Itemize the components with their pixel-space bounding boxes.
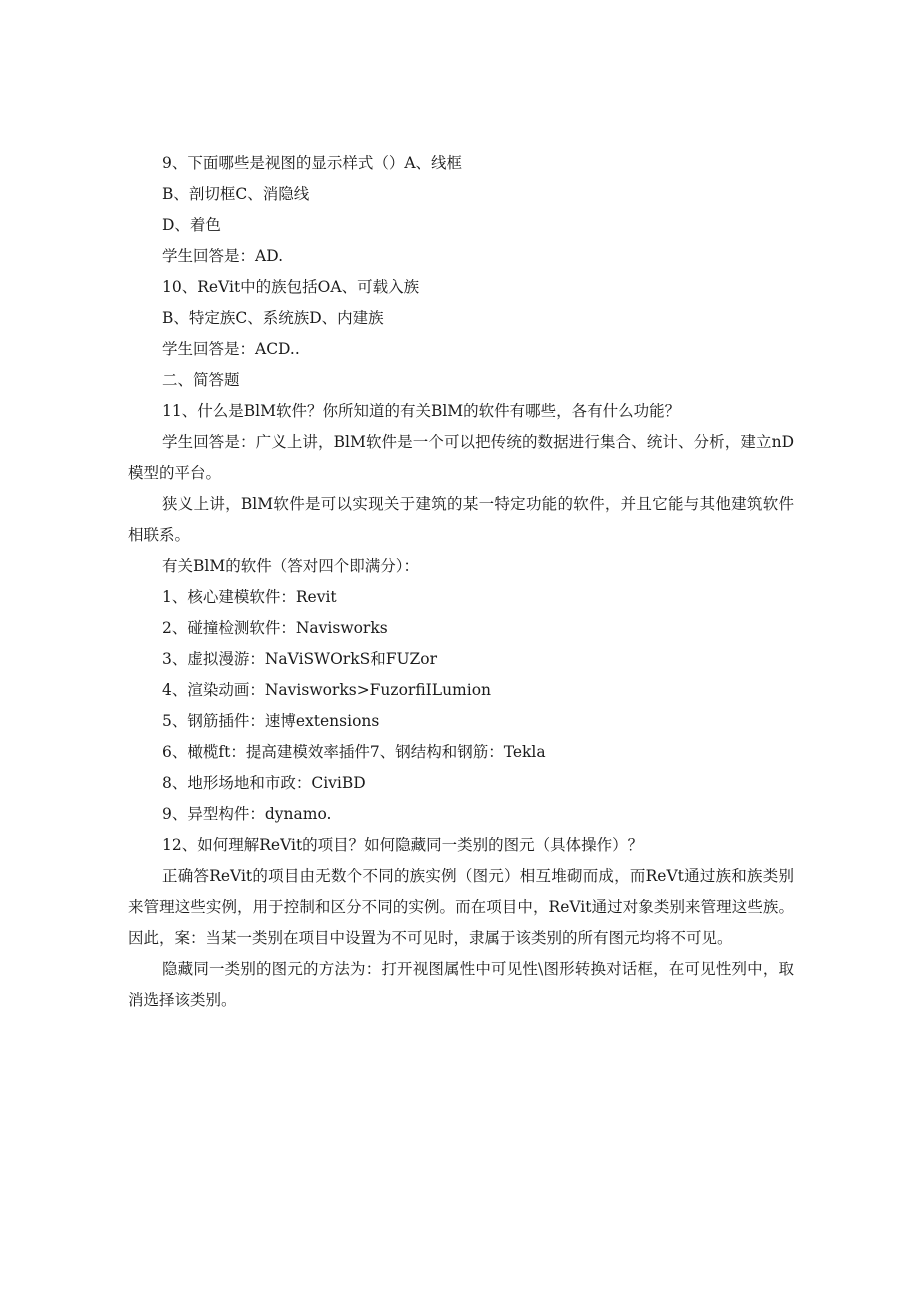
question-9: 9、下面哪些是视图的显示样式（）A、线框 [162, 154, 463, 172]
software-item-6-7: 6、橄榄ft：提高建模效率插件7、钢结构和钢筋：Tekla [162, 743, 546, 761]
software-item-3: 3、虚拟漫游：NaViSWOrkS和FUZor [162, 650, 438, 668]
section-heading-short-answer: 二、简答题 [162, 371, 240, 389]
question-10-options: B、特定族C、系统族D、内建族 [162, 309, 384, 327]
question-9-options-b-c: B、剖切框C、消隐线 [162, 185, 310, 203]
question-9-answer: 学生回答是：AD. [162, 247, 283, 265]
software-item-2: 2、碰撞检测软件：Navisworks [162, 619, 388, 637]
answer-12-hide-method: 隐藏同一类别的图元的方法为：打开视图属性中可见性\图形转换对话框，在可见性列中，取消选择该类别。 [128, 960, 794, 1009]
question-10-answer: 学生回答是：ACD.. [162, 340, 300, 358]
question-11: 11、什么是BlM软件？你所知道的有关BlM的软件有哪些，各有什么功能？ [162, 402, 681, 420]
software-item-5: 5、钢筋插件：速博extensions [162, 712, 380, 730]
question-10: 10、ReVit中的族包括OA、可载入族 [162, 278, 420, 296]
software-list-heading: 有关BlM的软件（答对四个即满分）： [162, 557, 419, 575]
answer-11-broad-definition: 学生回答是：广义上讲，BlM软件是一个可以把传统的数据进行集合、统计、分析，建立nD模型的平台。 [128, 433, 794, 482]
question-12: 12、如何理解ReVit的项目？如何隐藏同一类别的图元（具体操作）？ [162, 836, 644, 854]
document-body [128, 148, 794, 1016]
question-9-option-d: D、着色 [162, 216, 221, 234]
software-item-1: 1、核心建模软件：Revit [162, 588, 337, 606]
software-item-4: 4、渲染动画：Navisworks>FuzorfiILumion [162, 681, 492, 699]
software-item-8: 8、地形场地和市政：CiviBD [162, 774, 366, 792]
software-item-9: 9、异型构件：dynamo. [162, 805, 332, 823]
answer-11-narrow-definition: 狭义上讲，BlM软件是可以实现关于建筑的某一特定功能的软件，并且它能与其他建筑软件相联系。 [128, 495, 794, 544]
answer-12-explanation: 正确答ReVit的项目由无数个不同的族实例（图元）相互堆砌而成，而ReVt通过族和族类别来管理这些实例，用于控制和区分不同的实例。而在项目中，ReVit通过对象类别来管理这些族。因此，案：当某一类别在项目中设置为不可见时，隶属于该类别的所有图元均将不可见。 [128, 867, 794, 947]
